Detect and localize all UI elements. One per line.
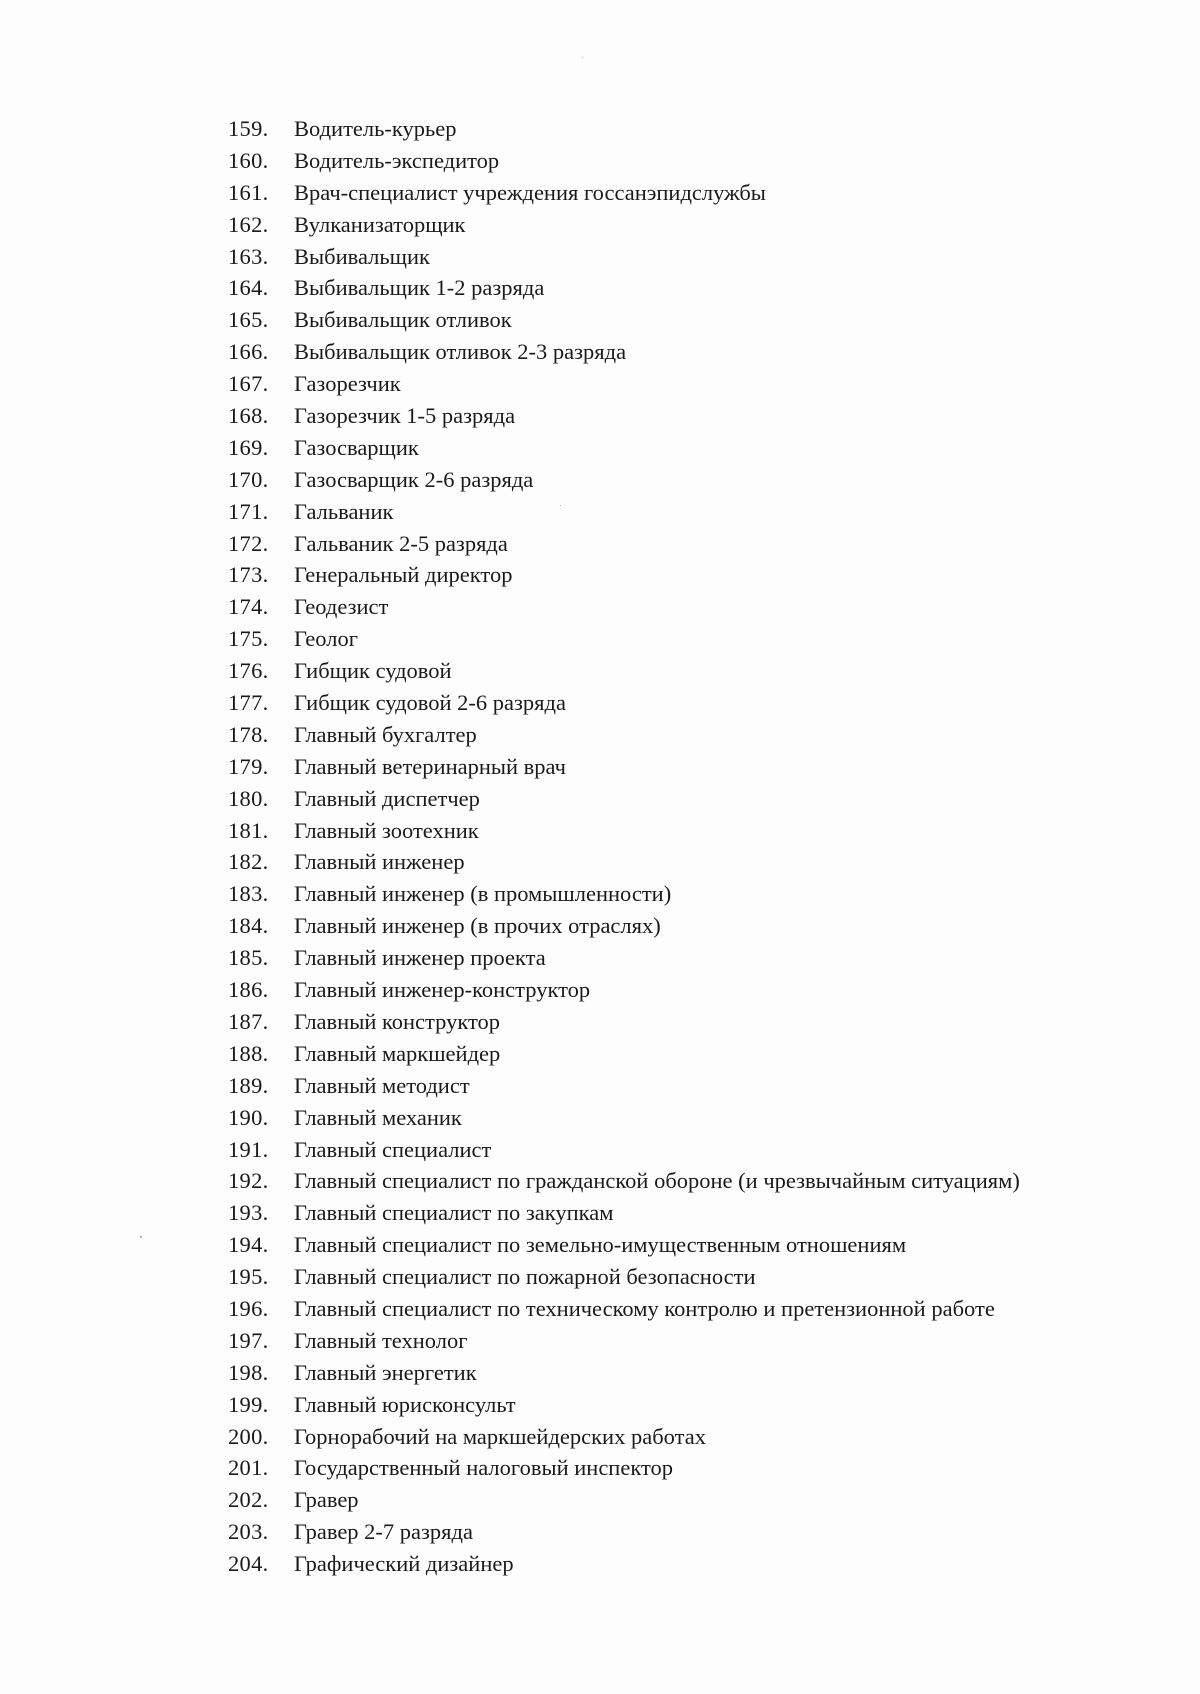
item-number: 159. [228,116,269,141]
list-item [228,1229,1020,1261]
item-number: 191. [228,1136,269,1162]
item-text: Водитель-курьер [294,116,457,141]
list-item [228,942,1020,974]
list-item [228,400,1020,432]
list-item [228,1484,1020,1516]
list-item [228,1070,1020,1102]
item-text: Гибщик судовой 2-6 разряда [294,690,566,716]
list-item [228,464,1020,496]
list-item [228,559,1020,591]
list-item [228,177,1020,209]
item-number: 198. [228,1359,269,1385]
item-text: Выбивальщик 1-2 разряда [294,275,545,301]
scan-speck [582,57,583,58]
item-number: 190. [228,1104,269,1130]
item-number: 171. [228,498,269,524]
list-item [228,1389,1020,1421]
list-item [228,815,1020,847]
item-text: Гибщик судовой [294,658,452,684]
item-number: 161. [228,179,269,205]
item-number: 174. [228,594,269,620]
list-item [228,655,1020,687]
item-number: 177. [228,690,269,716]
item-text: Графический дизайнер [294,1551,514,1577]
item-number: 204. [228,1551,269,1577]
item-text: Генеральный директор [294,562,513,588]
scan-speck [140,1236,142,1238]
item-text: Главный инженер [294,849,465,875]
item-text: Главный маркшейдер [294,1040,501,1066]
item-text: Газорезчик 1-5 разряда [294,403,516,429]
item-text: Главный специалист по гражданской обороне (и чрезвычайным ситуациям) [294,1168,1020,1194]
list-item [228,687,1020,719]
list-item [228,496,1020,528]
list-item [228,1102,1020,1134]
item-text: Выбивальщик отливок 2-3 разряда [294,339,627,365]
list-item [228,145,1020,177]
item-text: Газорезчик [294,371,401,397]
item-number: 160. [228,147,269,173]
list-item [228,1038,1020,1070]
list-item [228,209,1020,241]
list-item [228,1293,1020,1325]
list-item [228,304,1020,336]
item-number: 181. [228,817,269,843]
item-text: Главный энергетик [294,1359,477,1385]
item-number: 180. [228,785,269,811]
item-text: Государственный налоговый инспектор [294,1455,674,1481]
item-text: Выбивальщик [294,243,430,269]
item-number: 197. [228,1327,269,1353]
list-item [228,1516,1020,1548]
item-number: 166. [228,339,269,365]
item-number: 164. [228,275,269,301]
item-number: 167. [228,371,269,397]
item-text: Геодезист [294,594,389,620]
item-number: 175. [228,626,269,652]
list-item [228,1357,1020,1389]
item-text: Геолог [294,626,358,652]
item-text: Главный инженер (в прочих отраслях) [294,913,661,939]
item-number: 188. [228,1040,269,1066]
item-number: 183. [228,881,269,907]
item-text: Врач-специалист учреждения госсанэпидслужбы [294,179,766,205]
item-text: Горнорабочий на маркшейдерских работах [294,1423,706,1449]
item-number: 185. [228,945,269,971]
item-text: Главный ветеринарный врач [294,753,566,779]
item-number: 201. [228,1455,269,1481]
list-item [228,336,1020,368]
item-text: Главный зоотехник [294,817,479,843]
item-number: 196. [228,1295,269,1321]
item-number: 162. [228,211,269,237]
item-text: Главный специалист по техническому контролю и претензионной работе [294,1295,995,1321]
list-item [228,1421,1020,1453]
list-item [228,368,1020,400]
item-text: Гальваник [294,498,394,524]
list-item [228,528,1020,560]
item-text: Гравер 2-7 разряда [294,1519,473,1545]
item-number: 176. [228,658,269,684]
item-text: Главный специалист по закупкам [294,1200,614,1226]
item-number: 163. [228,243,269,269]
item-number: 193. [228,1200,269,1226]
item-number: 170. [228,466,269,492]
list-item [228,846,1020,878]
item-text: Выбивальщик отливок [294,307,512,333]
item-number: 168. [228,403,269,429]
list-item [228,1134,1020,1166]
item-number: 184. [228,913,269,939]
item-number: 169. [228,434,269,460]
scan-speck [560,505,561,506]
occupation-list [228,113,1020,1580]
list-item [228,878,1020,910]
list-item [228,432,1020,464]
item-number: 173. [228,562,269,588]
list-item [228,1197,1020,1229]
item-number: 186. [228,977,269,1003]
item-number: 194. [228,1232,269,1258]
item-number: 182. [228,849,269,875]
item-number: 195. [228,1264,269,1290]
item-text: Главный специалист [294,1136,492,1162]
item-number: 165. [228,307,269,333]
item-number: 189. [228,1072,269,1098]
item-text: Гальваник 2-5 разряда [294,530,508,556]
item-text: Гравер [294,1487,359,1513]
item-text: Главный специалист по пожарной безопасности [294,1264,756,1290]
item-text: Газосварщик [294,434,419,460]
item-text: Главный инженер проекта [294,945,546,971]
item-text: Главный бухгалтер [294,721,477,747]
item-number: 199. [228,1391,269,1417]
item-text: Главный инженер-конструктор [294,977,591,1003]
list-item [228,241,1020,273]
item-number: 187. [228,1008,269,1034]
list-item [228,1325,1020,1357]
item-text: Газосварщик 2-6 разряда [294,466,534,492]
item-text: Главный технолог [294,1327,468,1353]
list-item [228,719,1020,751]
item-text: Главный механик [294,1104,462,1130]
item-text: Главный диспетчер [294,785,480,811]
item-number: 200. [228,1423,269,1449]
list-item [228,272,1020,304]
list-item [228,974,1020,1006]
list-item [228,623,1020,655]
list-item [228,1548,1020,1580]
list-item [228,591,1020,623]
item-text: Главный методист [294,1072,470,1098]
item-text: Главный юрисконсульт [294,1391,516,1417]
item-number: 172. [228,530,269,556]
list-item [228,751,1020,783]
list-item [228,1452,1020,1484]
item-number: 192. [228,1168,269,1194]
list-item [228,113,1020,145]
list-item [228,1261,1020,1293]
item-number: 203. [228,1519,269,1545]
item-number: 178. [228,721,269,747]
item-text: Главный инженер (в промышленности) [294,881,672,907]
item-text: Главный специалист по земельно-имущественным отношениям [294,1232,907,1258]
item-number: 179. [228,753,269,779]
list-item [228,910,1020,942]
item-text: Главный конструктор [294,1008,501,1034]
list-item [228,1165,1020,1197]
list-item [228,1006,1020,1038]
list-item [228,783,1020,815]
item-text: Вулканизаторщик [294,211,466,237]
item-number: 202. [228,1487,269,1513]
item-text: Водитель-экспедитор [294,147,500,173]
